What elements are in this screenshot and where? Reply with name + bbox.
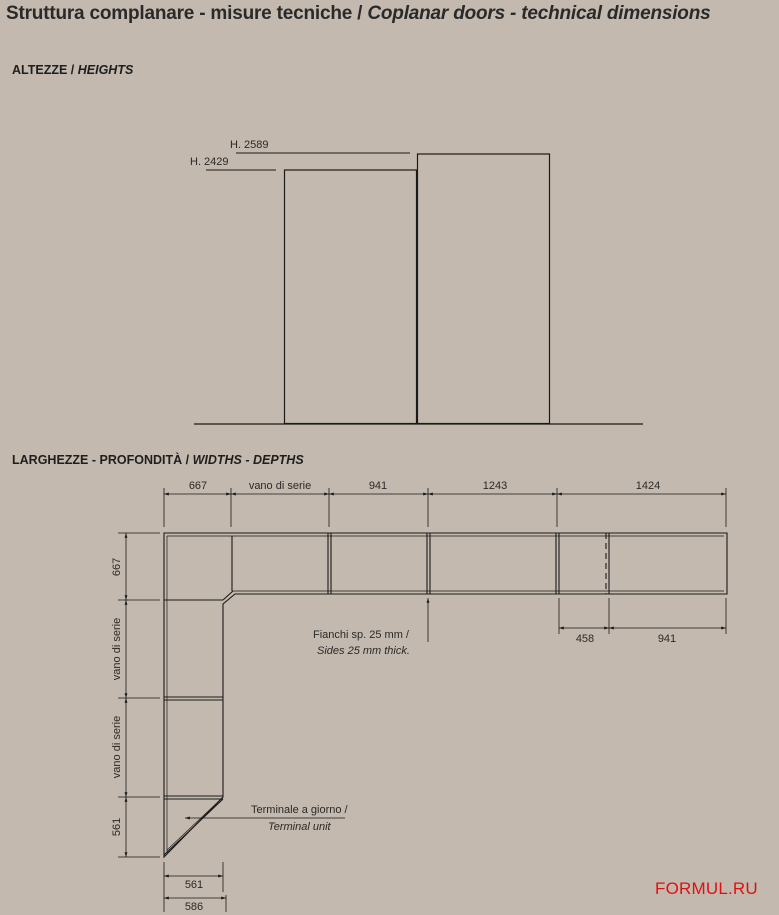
width-top-4: 1243 [482, 480, 508, 492]
door-tall [418, 154, 550, 424]
width-top-5: 1424 [635, 480, 661, 492]
width-top-2: vano di serie [248, 480, 312, 492]
note-terminal-en: Terminal unit [268, 821, 331, 833]
height-tall-label: H. 2589 [230, 139, 269, 151]
note-sides-it: Fianchi sp. 25 mm / [313, 629, 409, 641]
note-sides-en: Sides 25 mm thick. [317, 645, 410, 657]
terminal-diagonal [164, 799, 223, 855]
depth-left-4: 561 [111, 817, 123, 837]
title-italian: Struttura complanare - misure tecniche / [6, 3, 363, 24]
door-short [285, 170, 417, 424]
plan-view [164, 533, 727, 857]
depth-left-1: 667 [111, 557, 123, 577]
title-english: Coplanar doors - technical dimensions [367, 3, 711, 24]
depth-left-3: vano di serie [111, 715, 123, 779]
plan-outer [164, 533, 727, 857]
terminal-inner [167, 800, 220, 850]
height-short-label: H. 2429 [190, 156, 229, 168]
width-top-1: 667 [188, 480, 208, 492]
section-heights-it: ALTEZZE / [12, 63, 75, 77]
depth-left-2: vano di serie [111, 617, 123, 681]
brand-watermark: FORMUL.RU [655, 879, 758, 898]
width-bottom-right-2: 941 [657, 633, 677, 645]
left-dimensions [118, 533, 160, 857]
note-terminal-it: Terminale a giorno / [251, 804, 348, 816]
section-widths-en: WIDTHS - DEPTHS [192, 453, 304, 467]
top-dimensions [164, 488, 726, 527]
corner-chamfer [223, 591, 233, 600]
bottom-right-dimensions [559, 598, 726, 634]
section-heights-en: HEIGHTS [77, 63, 134, 77]
width-bottom-right-1: 458 [575, 633, 595, 645]
width-bottom-left-2: 586 [184, 901, 204, 913]
heights-elevation [194, 153, 643, 424]
width-top-3: 941 [368, 480, 388, 492]
width-bottom-left-1: 561 [184, 879, 204, 891]
section-widths-it: LARGHEZZE - PROFONDITÀ / [12, 453, 190, 467]
